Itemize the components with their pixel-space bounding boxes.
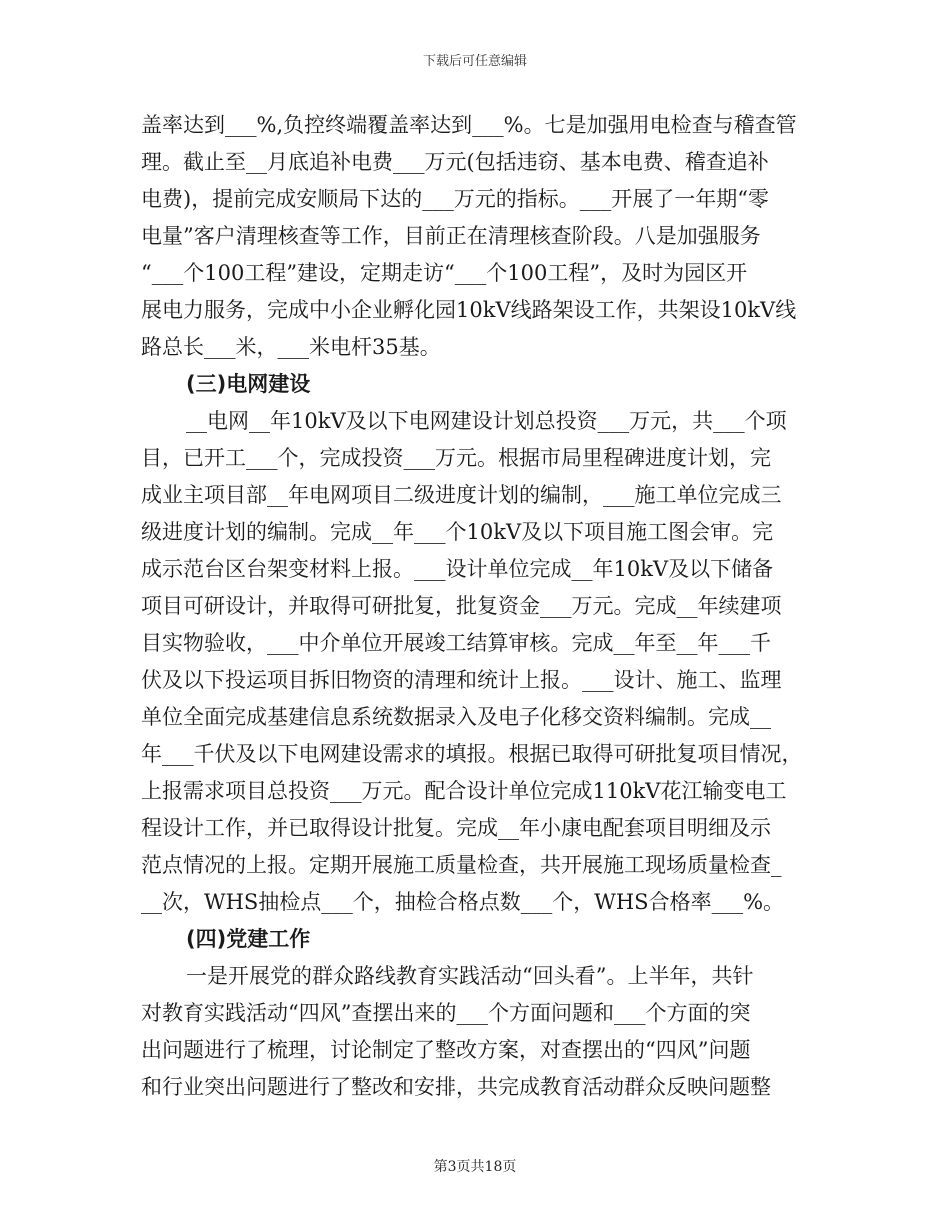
paragraph-line: “___个100工程”建设，定期走访“___个100工程”，及时为园区开: [141, 261, 748, 285]
paragraph-line: 路总长___米，___米电杆35基。: [141, 335, 441, 359]
section-heading: (三)电网建设: [186, 372, 311, 396]
paragraph-line: 理。截止至__月底追补电费___万元(包括违窃、基本电费、稽查追补: [141, 150, 769, 174]
paragraph-line: 对教育实践活动“四风”查摆出来的___个方面问题和___个方面的突: [141, 1001, 751, 1025]
paragraph-line: 项目可研设计，并取得可研批复，批复资金___万元。完成__年续建项: [141, 594, 782, 618]
paragraph-line: 目实物验收，___中介单位开展竣工结算审核。完成__年至__年___千: [141, 631, 771, 655]
paragraph-line: 伏及以下投运项目拆旧物资的清理和统计上报。___设计、施工、监理: [141, 668, 782, 692]
section-heading: (四)党建工作: [186, 927, 311, 951]
paragraph-line: 成业主项目部__年电网项目二级进度计划的编制，___施工单位完成三: [141, 483, 782, 507]
page-number: 第3页共18页: [433, 1159, 517, 1175]
paragraph-line: __次，WHS抽检点___个，抽检合格点数___个，WHS合格率___%。: [141, 890, 785, 914]
paragraph-line: 成示范台区台架变材料上报。___设计单位完成__年10kV及以下储备: [141, 557, 774, 581]
paragraph-line: __电网__年10kV及以下电网建设计划总投资___万元，共___个项: [186, 409, 787, 433]
page-header: 下载后可任意编辑: [422, 54, 527, 69]
paragraph-line: 展电力服务，完成中小企业孵化园10kV线路架设工作，共架设10kV线: [141, 298, 797, 322]
paragraph-line: 范点情况的上报。定期开展施工质量检查，共开展施工现场质量检查_: [141, 853, 782, 877]
paragraph-line: 单位全面完成基建信息系统数据录入及电子化移交资料编制。完成__: [141, 705, 771, 729]
paragraph-line: 程设计工作，并已取得设计批复。完成__年小康电配套项目明细及示: [141, 816, 771, 840]
paragraph-line: 电量”客户清理核查等工作，目前正在清理核查阶段。八是加强服务: [141, 224, 761, 248]
paragraph-line: 出问题进行了梳理，讨论制定了整改方案，对查摆出的“四风”问题: [141, 1038, 751, 1062]
paragraph-line: 级进度计划的编制。完成__年___个10kV及以下项目施工图会审。完: [141, 520, 774, 544]
paragraph-line: 盖率达到___%,负控终端覆盖率达到___%。七是加强用电检查与稽查管: [141, 113, 797, 137]
paragraph-line: 目，已开工___个，完成投资___万元。根据市局里程碑进度计划，完: [141, 446, 771, 470]
paragraph-line: 一是开展党的群众路线教育实践活动“回头看”。上半年，共针: [186, 964, 754, 988]
paragraph-line: 和行业突出问题进行了整改和安排，共完成教育活动群众反映问题整: [141, 1075, 771, 1099]
paragraph-line: 年___千伏及以下电网建设需求的填报。根据已取得可研批复项目情况，: [141, 742, 803, 766]
paragraph-line: 上报需求项目总投资___万元。配合设计单位完成110kV花江输变电工: [141, 779, 787, 803]
paragraph-line: 电费)，提前完成安顺局下达的___万元的指标。___开展了一年期“零: [141, 187, 769, 211]
